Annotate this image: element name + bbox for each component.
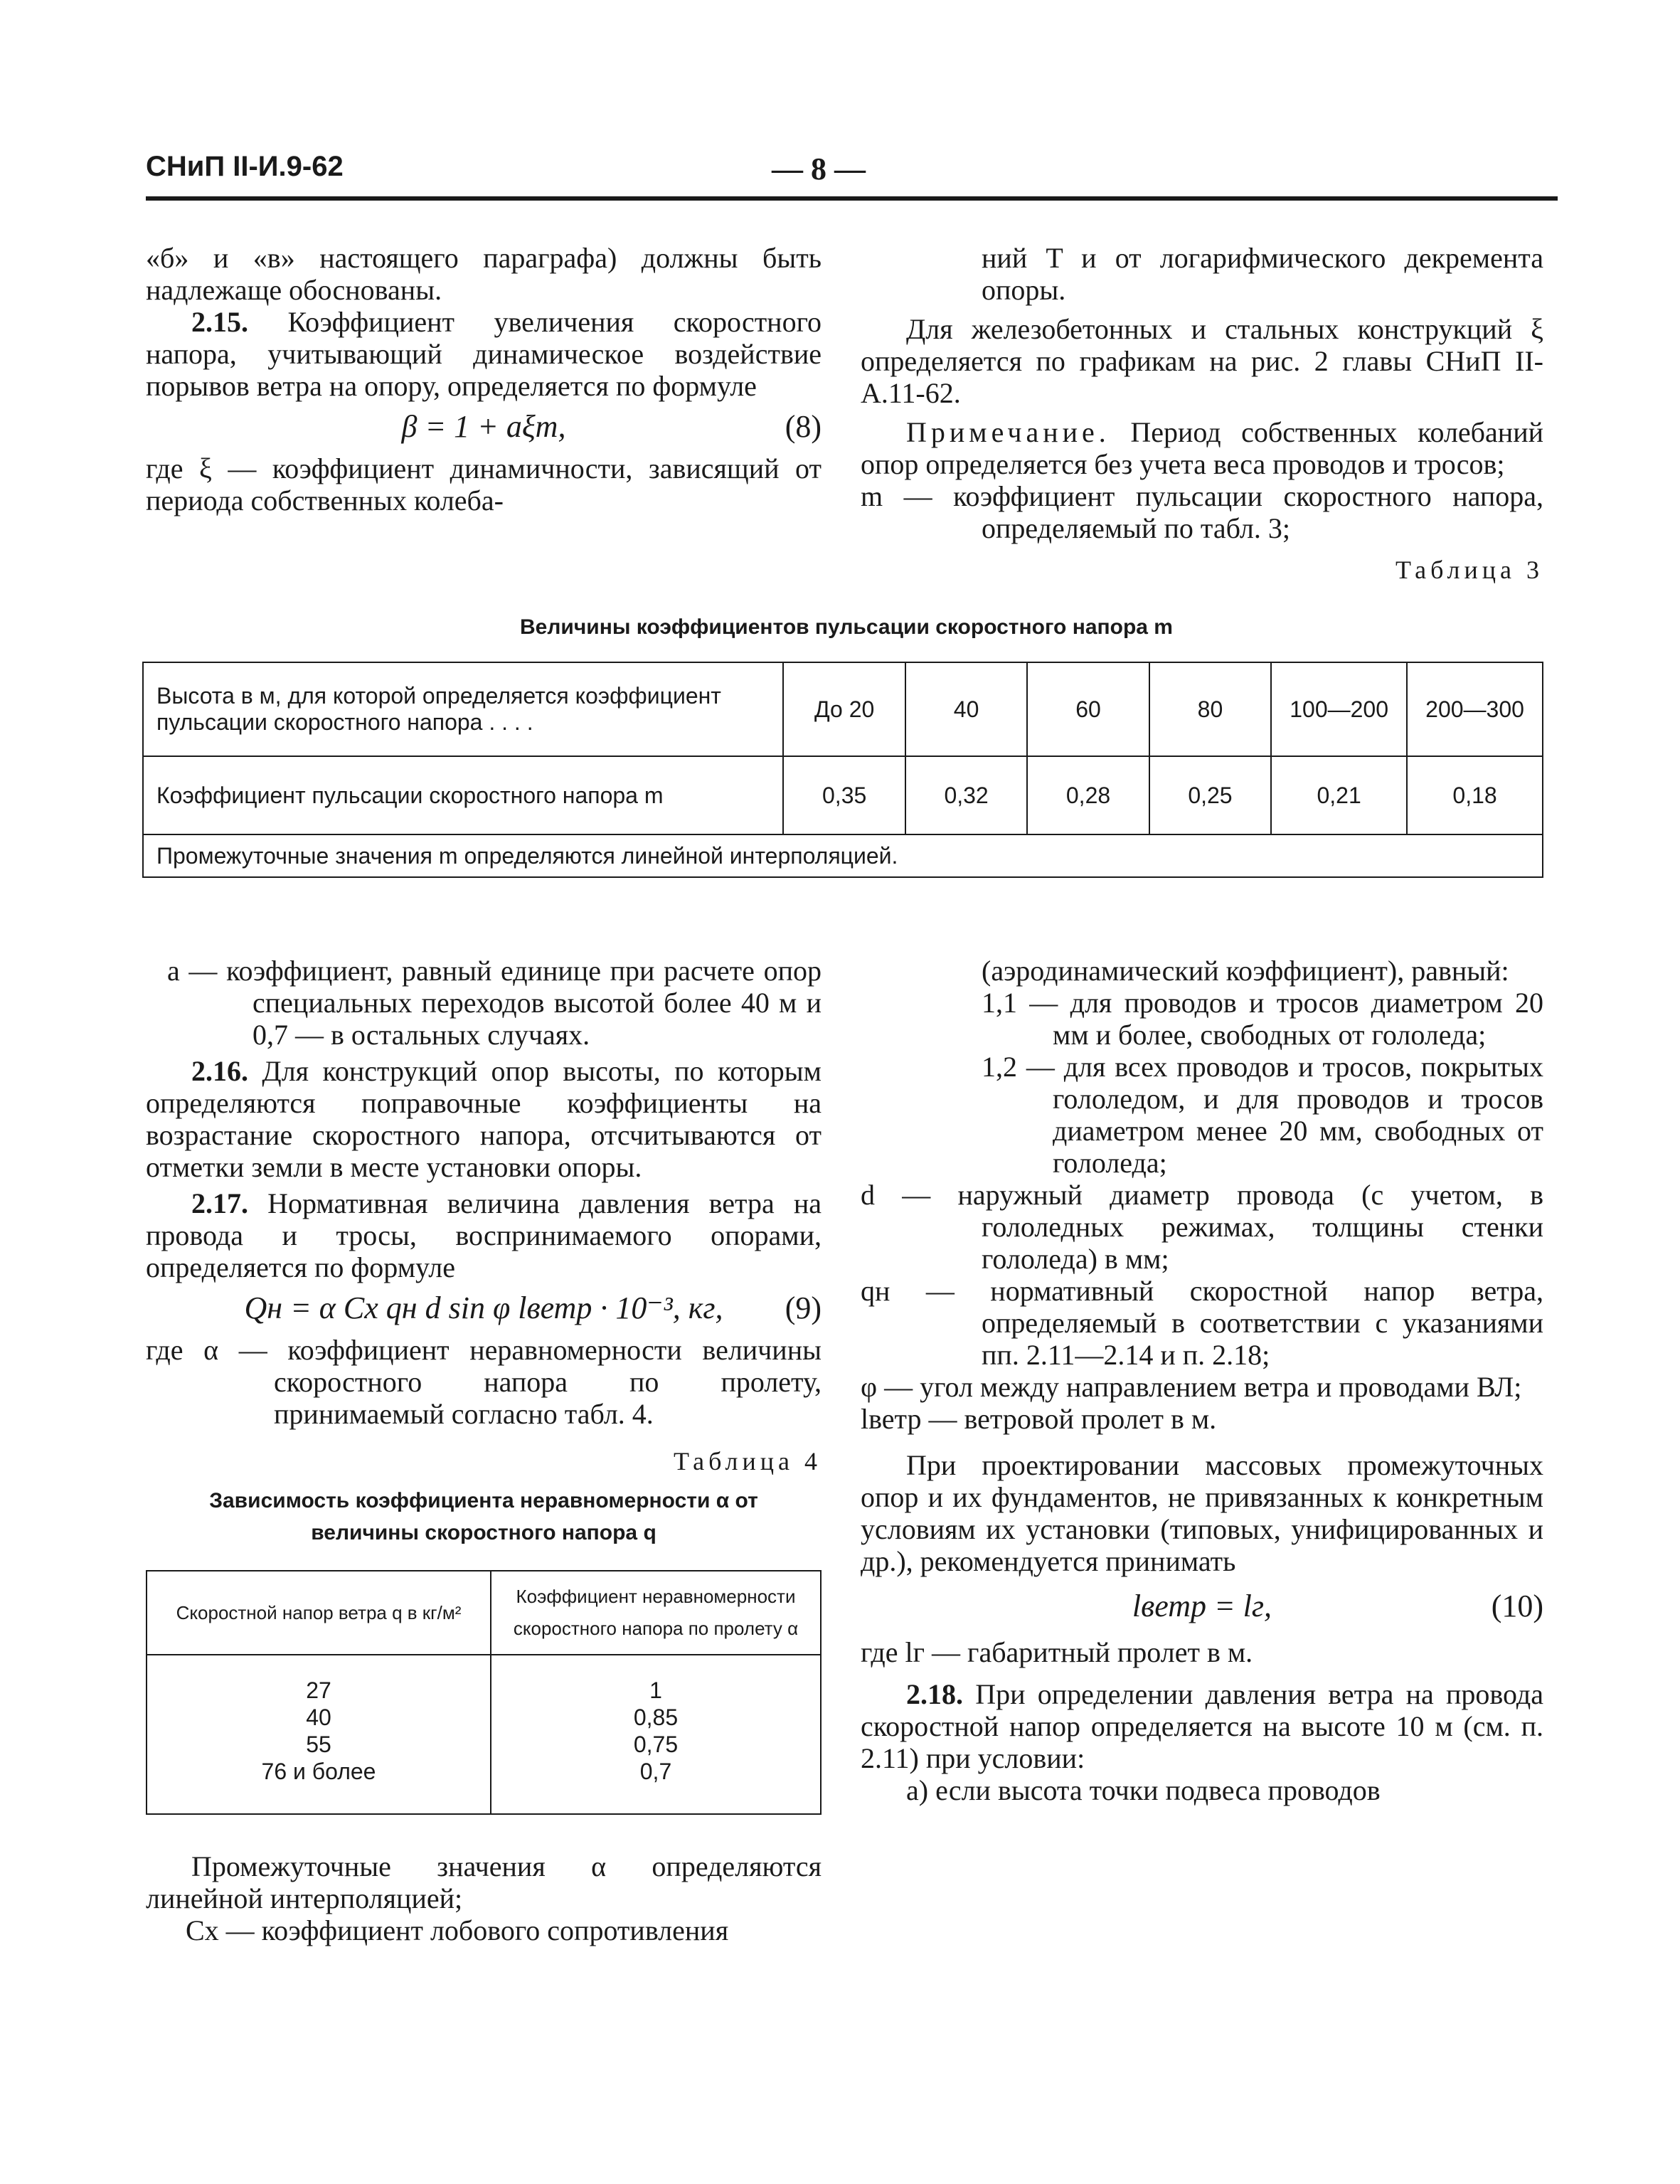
xi-definition: где ξ — коэффициент динамичности, зависящий от периода собственных колеба- <box>146 452 822 516</box>
clause-number: 2.16. <box>191 1055 248 1087</box>
table-4-title: Зависимость коэффициента неравномерности α от величины скоростного напора q <box>209 1489 758 1544</box>
table-cell: 200—300 <box>1407 662 1543 756</box>
clause-text: При определении давления ветра на провода скоростной напор определяется на высоте 10 м (см. п. 2.11) при условии: <box>861 1678 1543 1774</box>
table-cell: 0,35 <box>783 756 905 834</box>
table-4-caption: Таблица 4 <box>674 1447 822 1475</box>
value-1-1: 1,1 — для проводов и тросов диаметром 20 мм и более, свободных от гололеда; <box>982 987 1543 1051</box>
table-row <box>143 834 1543 877</box>
table-cell: 0,18 <box>1407 756 1543 834</box>
condition-a: а) если высота точки подвеса проводов <box>906 1774 1381 1806</box>
paragraph-continuation: ний T и от логарифмического декремента опоры. <box>982 242 1543 306</box>
upper-left-column <box>146 242 822 516</box>
clause-number: 2.17. <box>191 1187 248 1219</box>
value-1-2: 1,2 — для всех проводов и тросов, покрытых гололедом, и для проводов и тросов диаметром менее 20 мм, свободных от гололеда; <box>982 1051 1543 1179</box>
q-value: 55 <box>306 1732 331 1757</box>
cx-definition: Cx — коэффициент лобового сопротивления <box>186 1914 729 1946</box>
table-row <box>143 662 1543 756</box>
a-definition: a — коэффициент, равный единице при расчете опор специальных переходов высотой более 40 м и 0,7 — в остальных случаях. <box>167 955 822 1051</box>
l-definition: lветр — ветровой пролет в м. <box>861 1403 1217 1435</box>
note-label: Примечание. <box>906 416 1110 448</box>
table-cell <box>147 1655 491 1814</box>
interpolation-note: Промежуточные значения α определяются линейной интерполяцией; <box>146 1850 822 1914</box>
alpha-value: 0,7 <box>639 1759 672 1784</box>
formula-8 <box>146 410 822 442</box>
table-row <box>147 1571 821 1655</box>
clause-number: 2.15. <box>191 306 248 338</box>
page-number: — 8 — <box>772 152 866 186</box>
q-value: 40 <box>306 1705 331 1730</box>
table-3-caption: Таблица 3 <box>1395 556 1543 584</box>
alpha-value: 0,85 <box>633 1705 679 1730</box>
table-cell: 0,28 <box>1027 756 1149 834</box>
formula-number: (8) <box>785 409 822 444</box>
note-text: Период собственных колебаний опор определяется без учета веса проводов и тросов; <box>861 416 1543 480</box>
paragraph-2-17 <box>146 1187 822 1283</box>
table-cell: 0,25 <box>1149 756 1271 834</box>
m-definition: m — коэффициент пульсации скоростного напора, определяемый по табл. 3; <box>861 480 1543 544</box>
table-cell: 40 <box>905 662 1027 756</box>
formula-9 <box>146 1292 822 1324</box>
q-definition: qн — нормативный скоростной напор ветра, определяемый в соответствии с указаниями пп. 2.11—2.14 и п. 2.18; <box>861 1275 1543 1371</box>
formula-body: β = 1 + aξm, <box>401 409 566 444</box>
lower-right-column <box>861 955 1543 1806</box>
formula-10 <box>861 1590 1543 1622</box>
table-row <box>143 756 1543 834</box>
table-cell: 60 <box>1027 662 1149 756</box>
formula-body: Qн = α Cx qн d sin φ lветр · 10⁻³, кг, <box>244 1290 723 1325</box>
cx-continuation: (аэродинамический коэффициент), равный: <box>982 955 1509 987</box>
table-cell: 100—200 <box>1271 662 1407 756</box>
clause-text: Для конструкций опор высоты, по которым определяются поправочные коэффициенты на возрастание скоростного напора, отсчитываются от отметки земли в месте установки опоры. <box>146 1055 822 1183</box>
paragraph-continuation: «б» и «в» настоящего параграфа) должны быть надлежаще обоснованы. <box>146 242 822 306</box>
alpha-value: 0,75 <box>633 1732 679 1757</box>
document-code: СНиП II-И.9-62 <box>146 151 344 182</box>
q-value: 76 и более <box>261 1759 376 1784</box>
alpha-definition: где α — коэффициент неравномерности величины скоростного напора по пролету, принимаемый согласно табл. 4. <box>146 1334 822 1430</box>
header-rule <box>146 196 1558 201</box>
clause-number: 2.18. <box>906 1678 963 1710</box>
table-cell: 80 <box>1149 662 1271 756</box>
q-value: 27 <box>306 1677 331 1703</box>
lg-definition: где lг — габаритный пролет в м. <box>861 1636 1253 1668</box>
clause-text: Нормативная величина давления ветра на провода и тросы, воспринимаемого опорами, определяется по формуле <box>146 1187 822 1283</box>
table-cell: Коэффициент пульсации скоростного напора m <box>143 756 783 834</box>
upper-right-column <box>861 242 1543 586</box>
alpha-value: 1 <box>649 1677 662 1703</box>
lower-left-column <box>146 955 822 1946</box>
paragraph-steel: Для железобетонных и стальных конструкций ξ определяется по графикам на рис. 2 главы СНиП II-А.11-62. <box>861 313 1543 409</box>
table-3-title: Величины коэффициентов пульсации скоростного напора m <box>520 615 1173 639</box>
formula-body: lветр = lг, <box>1132 1589 1272 1623</box>
formula-number: (10) <box>1491 1589 1543 1623</box>
table-cell: До 20 <box>783 662 905 756</box>
table-cell: 0,32 <box>905 756 1027 834</box>
paragraph-2-15 <box>146 306 822 402</box>
table-cell: 0,21 <box>1271 756 1407 834</box>
table-note: Промежуточные значения m определяются линейной интерполяцией. <box>143 834 1543 877</box>
table-cell <box>491 1655 821 1814</box>
paragraph-2-16 <box>146 1055 822 1183</box>
table-row <box>147 1655 821 1814</box>
phi-definition: φ — угол между направлением ветра и проводами ВЛ; <box>861 1371 1522 1403</box>
table-3 <box>142 662 1543 878</box>
d-definition: d — наружный диаметр провода (с учетом, в гололедных режимах, толщины стенки гололеда) в мм; <box>861 1179 1543 1275</box>
formula-number: (9) <box>785 1290 822 1325</box>
table-cell: Высота в м, для которой определяется коэффициент пульсации скоростного напора . . . . <box>143 662 783 756</box>
table-header-cell: Скоростной напор ветра q в кг/м² <box>147 1571 491 1655</box>
clause-text: Коэффициент увеличения скоростного напора, учитывающий динамическое воздействие порывов ветра на опору, определяется по формуле <box>146 306 822 402</box>
note-paragraph <box>861 416 1543 480</box>
paragraph-typical-supports: При проектировании массовых промежуточных опор и их фундаментов, не привязанных к конкретным условиям их установки (типовых, унифицированных и др.), рекомендуется принимать <box>861 1449 1543 1577</box>
table-4 <box>146 1570 822 1815</box>
table-header-cell: Коэффициент неравномерности скоростного напора по пролету α <box>491 1571 821 1655</box>
paragraph-2-18 <box>861 1678 1543 1774</box>
